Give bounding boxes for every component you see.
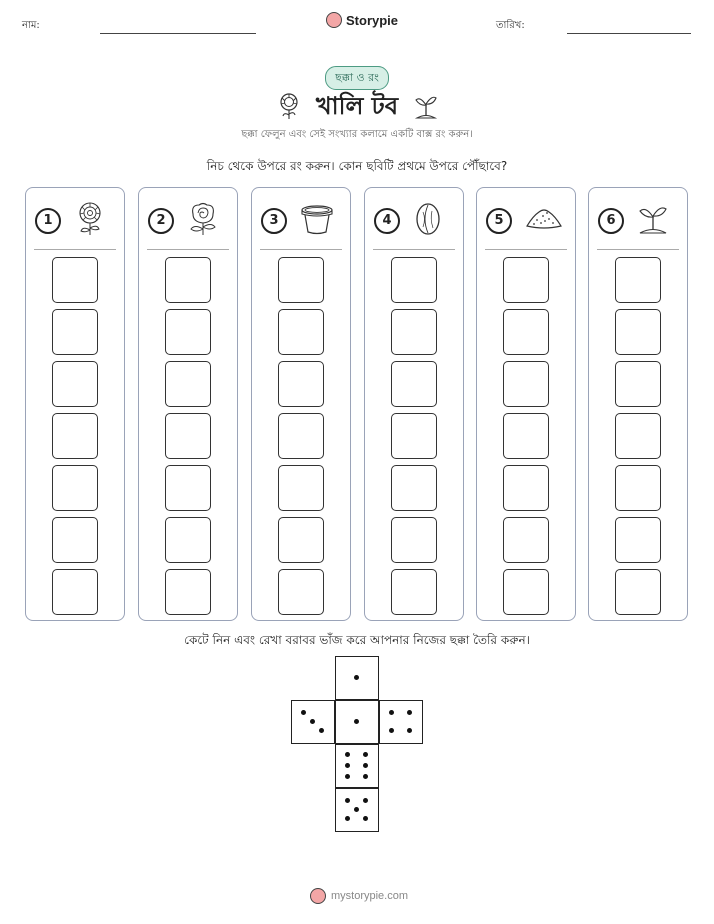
color-box[interactable]	[165, 517, 211, 563]
dice-pip	[407, 710, 412, 715]
name-label: নাম:	[22, 20, 40, 31]
column-4	[364, 187, 464, 621]
dice-pip	[363, 763, 368, 768]
color-box[interactable]	[278, 257, 324, 303]
date-line	[567, 33, 691, 34]
dice-face-3	[291, 700, 335, 744]
color-box[interactable]	[503, 413, 549, 459]
dice-pip	[301, 710, 306, 715]
color-box[interactable]	[503, 465, 549, 511]
column-divider	[485, 249, 567, 250]
color-box[interactable]	[391, 257, 437, 303]
color-box[interactable]	[165, 309, 211, 355]
sprout-icon	[637, 202, 669, 236]
dice-pip	[363, 752, 368, 757]
coloring-instruction: নিচ থেকে উপরে রং করুন। কোন ছবিটি প্রথমে উপরে পৌঁছাবে?	[206, 159, 508, 173]
color-box[interactable]	[503, 517, 549, 563]
rose-icon	[187, 202, 219, 236]
column-number: 5	[486, 208, 512, 234]
column-divider	[597, 249, 679, 250]
color-box[interactable]	[615, 413, 661, 459]
color-box[interactable]	[503, 257, 549, 303]
column-6	[588, 187, 688, 621]
bear-logo-icon	[326, 12, 342, 28]
color-box[interactable]	[52, 361, 98, 407]
color-box[interactable]	[278, 413, 324, 459]
column-divider	[373, 249, 455, 250]
color-box[interactable]	[615, 517, 661, 563]
column-divider	[147, 249, 229, 250]
date-label: তারিখ:	[496, 20, 525, 31]
color-box[interactable]	[503, 309, 549, 355]
color-box[interactable]	[503, 361, 549, 407]
color-box[interactable]	[52, 257, 98, 303]
color-box[interactable]	[165, 257, 211, 303]
color-box[interactable]	[278, 465, 324, 511]
column-5	[476, 187, 576, 621]
color-box[interactable]	[52, 517, 98, 563]
sprout-title-icon	[414, 92, 438, 120]
dice-pip	[389, 710, 394, 715]
subtitle: ছক্কা ফেলুন এবং সেই সংখ্যার কলামে একটি বাক্স রং করুন।	[241, 129, 473, 140]
empty-pot-icon	[300, 202, 334, 236]
color-box[interactable]	[165, 569, 211, 615]
column-1	[25, 187, 125, 621]
color-box[interactable]	[615, 361, 661, 407]
cut-instruction: কেটে নিন এবং রেখা বরাবর ভাঁজ করে আপনার নিজের ছক্কা তৈরি করুন।	[184, 633, 530, 647]
dice-pip	[363, 816, 368, 821]
column-number: 4	[374, 208, 400, 234]
dice-face-1	[335, 700, 379, 744]
dice-pip	[345, 816, 350, 821]
dice-face-1	[335, 656, 379, 700]
color-box[interactable]	[391, 361, 437, 407]
color-box[interactable]	[165, 413, 211, 459]
color-box[interactable]	[52, 413, 98, 459]
dice-pip	[345, 774, 350, 779]
brand-logo	[326, 12, 398, 28]
column-divider	[260, 249, 342, 250]
dice-pip	[407, 728, 412, 733]
color-box[interactable]	[278, 361, 324, 407]
dice-pip	[363, 774, 368, 779]
activity-badge: ছক্কা ও রং	[325, 66, 389, 90]
dice-pip	[363, 798, 368, 803]
seed-icon	[413, 202, 443, 236]
soil-pile-icon	[525, 202, 563, 232]
color-box[interactable]	[615, 465, 661, 511]
dice-pip	[354, 675, 359, 680]
dice-pip	[319, 728, 324, 733]
footer-url: mystorypie.com	[331, 890, 409, 902]
color-box[interactable]	[391, 465, 437, 511]
color-box[interactable]	[391, 309, 437, 355]
color-box[interactable]	[391, 569, 437, 615]
dice-pip	[354, 807, 359, 812]
column-divider	[34, 249, 116, 250]
color-box[interactable]	[52, 309, 98, 355]
name-line	[100, 33, 256, 34]
color-box[interactable]	[165, 465, 211, 511]
dice-pip	[345, 752, 350, 757]
column-number: 2	[148, 208, 174, 234]
color-box[interactable]	[278, 309, 324, 355]
column-number: 1	[35, 208, 61, 234]
chrysanthemum-icon	[74, 202, 106, 236]
color-box[interactable]	[52, 569, 98, 615]
dice-face-4	[379, 700, 423, 744]
column-3	[251, 187, 351, 621]
color-box[interactable]	[165, 361, 211, 407]
dice-pip	[345, 763, 350, 768]
color-box[interactable]	[391, 413, 437, 459]
dice-pip	[389, 728, 394, 733]
brand-name: Storypie	[346, 12, 399, 28]
color-box[interactable]	[391, 517, 437, 563]
dice-pip	[345, 798, 350, 803]
footer	[310, 888, 408, 904]
bear-logo-icon	[310, 888, 326, 904]
color-box[interactable]	[278, 517, 324, 563]
color-box[interactable]	[615, 257, 661, 303]
column-2	[138, 187, 238, 621]
color-box[interactable]	[503, 569, 549, 615]
color-box[interactable]	[615, 309, 661, 355]
column-number: 6	[598, 208, 624, 234]
color-box[interactable]	[615, 569, 661, 615]
page-title: খালি টব	[315, 92, 399, 120]
dice-pip	[310, 719, 315, 724]
dice-face-6	[335, 744, 379, 788]
color-box[interactable]	[52, 465, 98, 511]
column-number: 3	[261, 208, 287, 234]
dice-face-5	[335, 788, 379, 832]
dice-pip	[354, 719, 359, 724]
color-box[interactable]	[278, 569, 324, 615]
